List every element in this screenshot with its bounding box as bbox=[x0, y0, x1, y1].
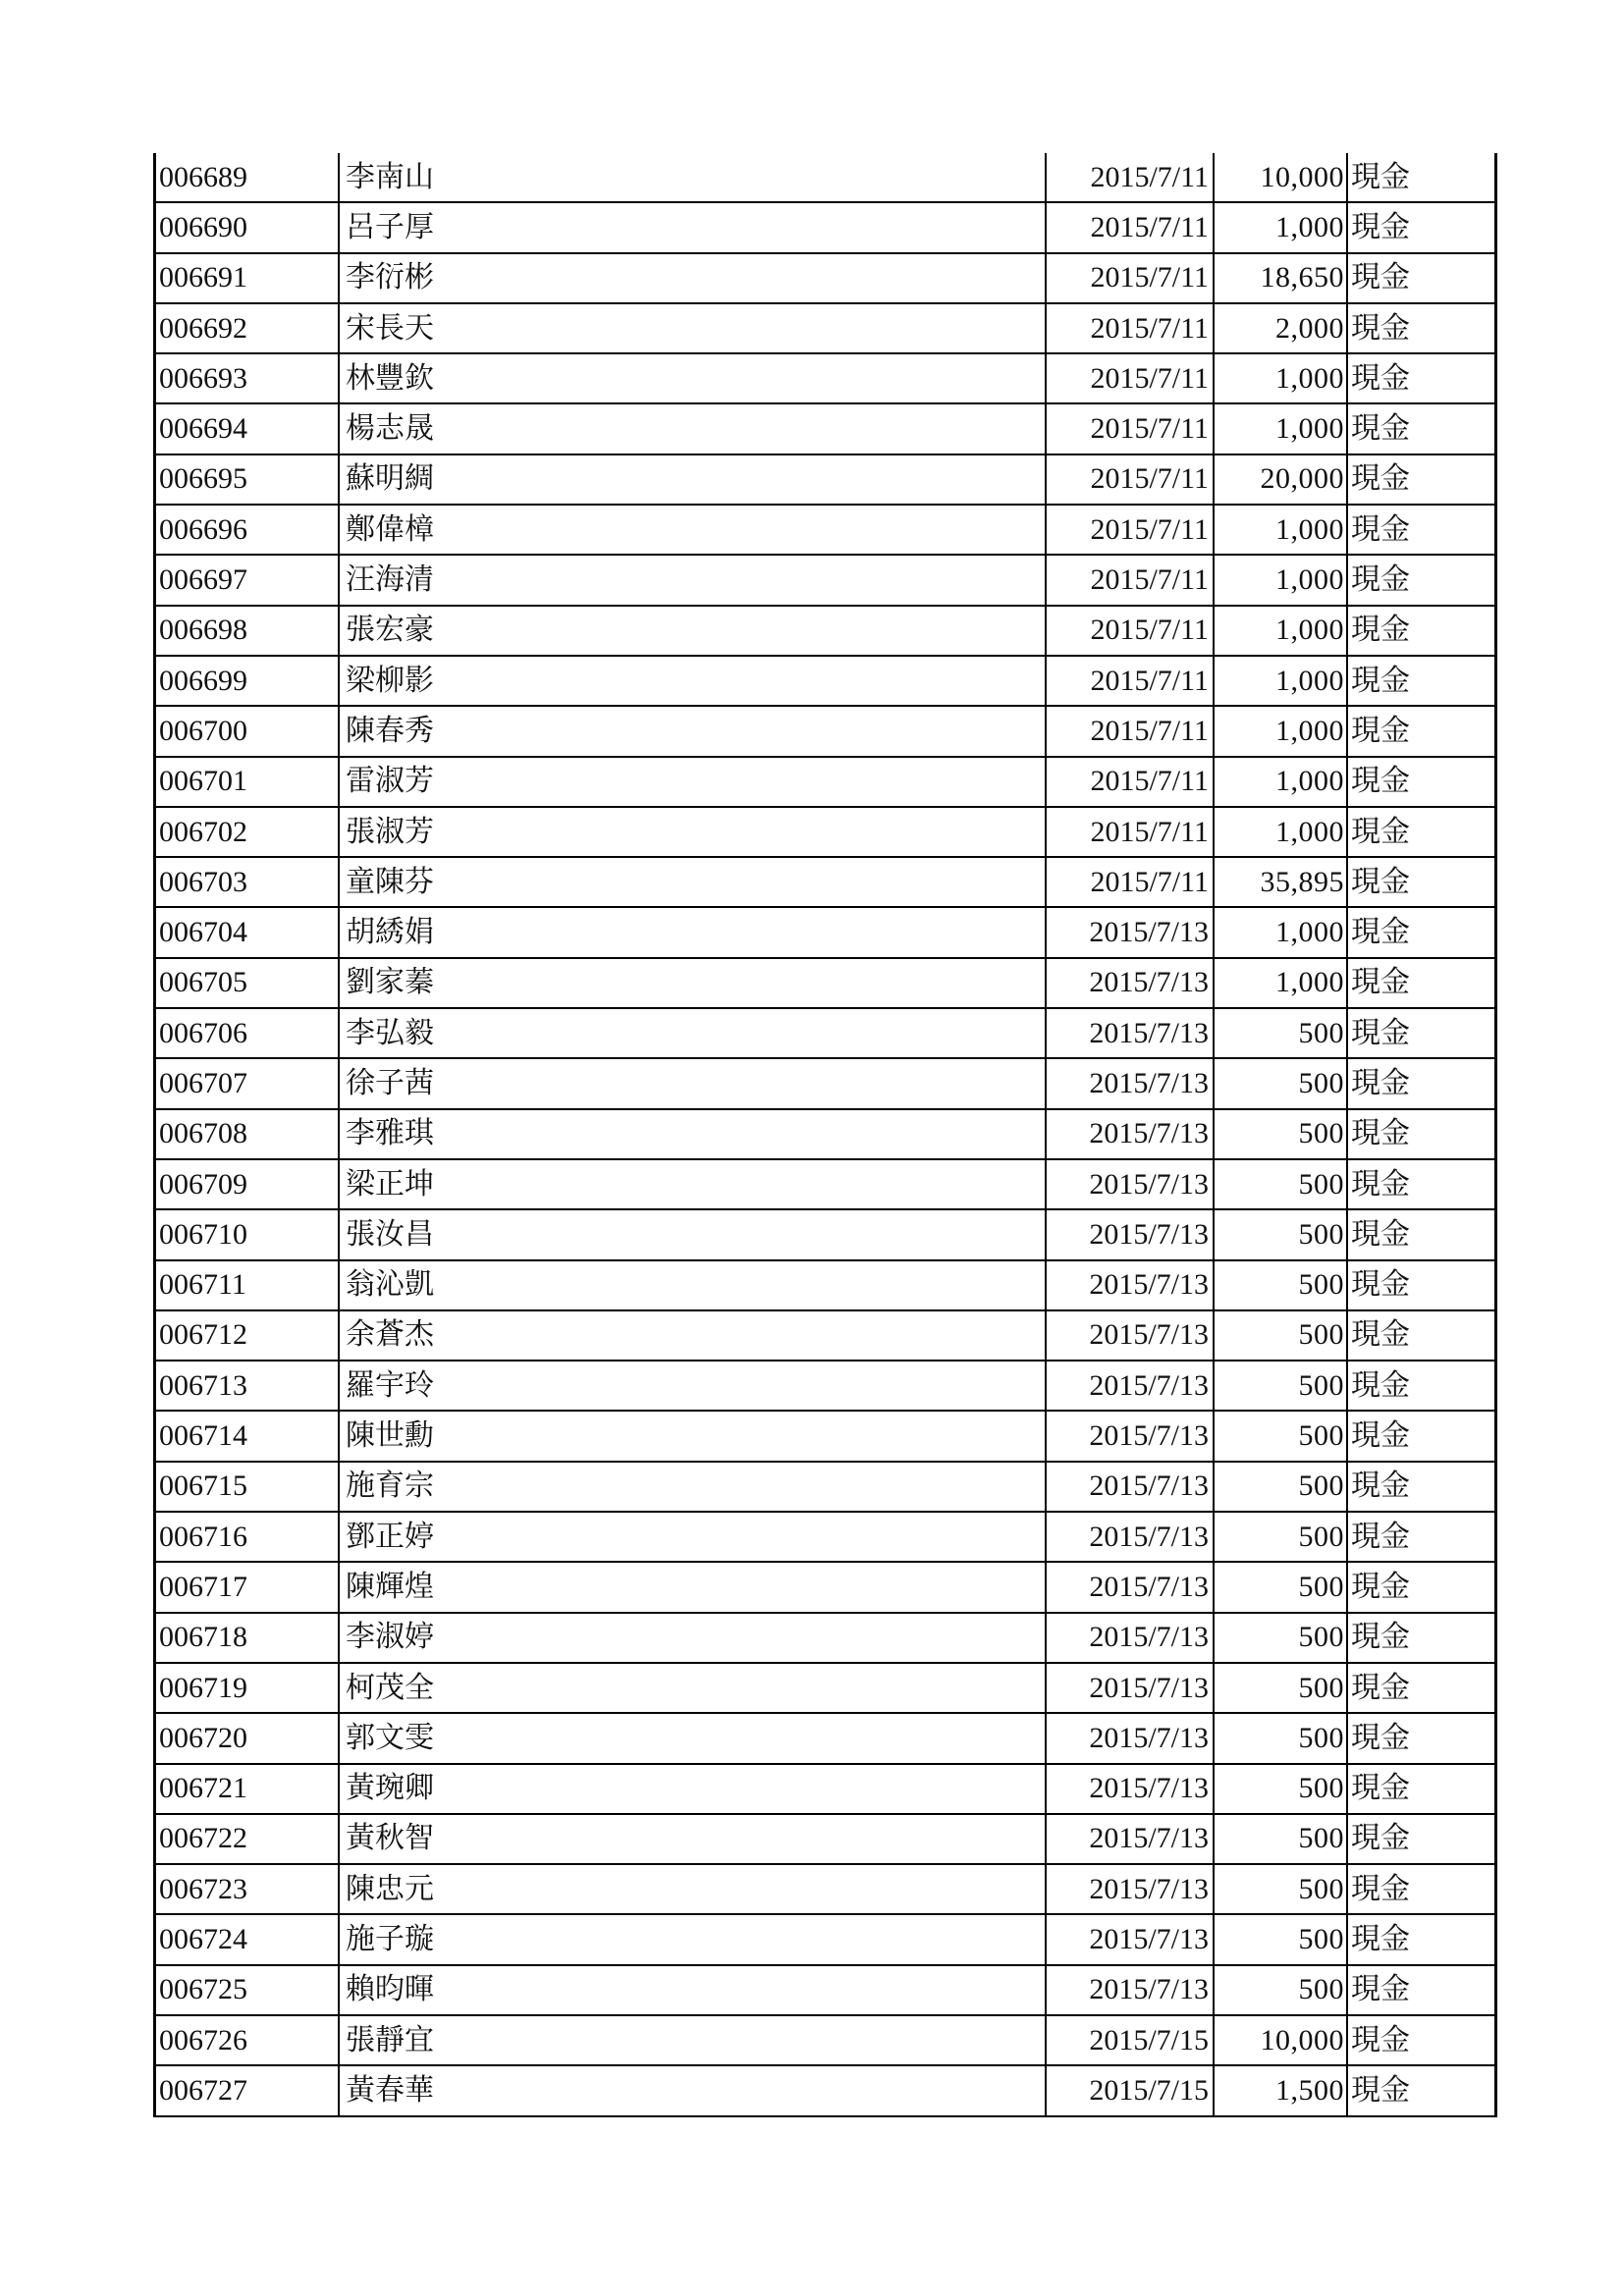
payment-method-cell: 現金 bbox=[1347, 1864, 1496, 1914]
payment-method-cell: 現金 bbox=[1347, 1914, 1496, 1964]
date-cell: 2015/7/13 bbox=[1046, 1914, 1214, 1964]
payment-method-cell: 現金 bbox=[1347, 1512, 1496, 1562]
date-cell: 2015/7/11 bbox=[1046, 202, 1214, 252]
date-cell: 2015/7/11 bbox=[1046, 857, 1214, 907]
donor-name-cell: 張宏豪 bbox=[339, 606, 1046, 656]
date-cell: 2015/7/13 bbox=[1046, 1109, 1214, 1159]
donor-name-cell: 劉家蓁 bbox=[339, 958, 1046, 1008]
table-row bbox=[155, 807, 1496, 857]
receipt-id-cell: 006718 bbox=[155, 1613, 340, 1663]
date-cell: 2015/7/13 bbox=[1046, 1663, 1214, 1713]
date-cell: 2015/7/13 bbox=[1046, 1008, 1214, 1058]
table-row bbox=[155, 606, 1496, 656]
payment-method-cell: 現金 bbox=[1347, 1562, 1496, 1612]
table-row bbox=[155, 1864, 1496, 1914]
receipt-id-cell: 006713 bbox=[155, 1361, 340, 1411]
amount-cell: 500 bbox=[1214, 1209, 1347, 1259]
payment-method-cell: 現金 bbox=[1347, 1713, 1496, 1763]
table-row bbox=[155, 353, 1496, 403]
date-cell: 2015/7/13 bbox=[1046, 1512, 1214, 1562]
date-cell: 2015/7/13 bbox=[1046, 1058, 1214, 1108]
receipt-id-cell: 006699 bbox=[155, 656, 340, 706]
table-row bbox=[155, 958, 1496, 1008]
date-cell: 2015/7/11 bbox=[1046, 757, 1214, 807]
table-row bbox=[155, 1058, 1496, 1108]
receipt-id-cell: 006704 bbox=[155, 907, 340, 957]
table-row bbox=[155, 1814, 1496, 1864]
table-row bbox=[155, 253, 1496, 303]
amount-cell: 500 bbox=[1214, 1109, 1347, 1159]
amount-cell: 500 bbox=[1214, 1814, 1347, 1864]
amount-cell: 500 bbox=[1214, 1260, 1347, 1310]
amount-cell: 20,000 bbox=[1214, 454, 1347, 505]
table-row bbox=[155, 2065, 1496, 2115]
donor-name-cell: 柯茂全 bbox=[339, 1663, 1046, 1713]
amount-cell: 1,000 bbox=[1214, 958, 1347, 1008]
table-row bbox=[155, 2015, 1496, 2065]
payment-method-cell: 現金 bbox=[1347, 403, 1496, 454]
receipt-id-cell: 006726 bbox=[155, 2015, 340, 2065]
table-row bbox=[155, 706, 1496, 756]
amount-cell: 1,000 bbox=[1214, 353, 1347, 403]
payment-method-cell: 現金 bbox=[1347, 1310, 1496, 1361]
payment-method-cell: 現金 bbox=[1347, 656, 1496, 706]
table-row bbox=[155, 656, 1496, 706]
receipt-id-cell: 006724 bbox=[155, 1914, 340, 1964]
payment-method-cell: 現金 bbox=[1347, 1159, 1496, 1209]
amount-cell: 1,000 bbox=[1214, 757, 1347, 807]
receipt-id-cell: 006695 bbox=[155, 454, 340, 505]
payment-method-cell: 現金 bbox=[1347, 202, 1496, 252]
amount-cell: 1,000 bbox=[1214, 202, 1347, 252]
payment-method-cell: 現金 bbox=[1347, 2015, 1496, 2065]
table-row bbox=[155, 907, 1496, 957]
payment-method-cell: 現金 bbox=[1347, 2065, 1496, 2115]
date-cell: 2015/7/13 bbox=[1046, 907, 1214, 957]
date-cell: 2015/7/11 bbox=[1046, 807, 1214, 857]
payment-method-cell: 現金 bbox=[1347, 1814, 1496, 1864]
donor-name-cell: 李雅琪 bbox=[339, 1109, 1046, 1159]
receipt-id-cell: 006715 bbox=[155, 1462, 340, 1512]
table-row bbox=[155, 153, 1496, 202]
receipt-id-cell: 006703 bbox=[155, 857, 340, 907]
date-cell: 2015/7/15 bbox=[1046, 2015, 1214, 2065]
donor-name-cell: 李弘毅 bbox=[339, 1008, 1046, 1058]
payment-method-cell: 現金 bbox=[1347, 153, 1496, 202]
receipt-id-cell: 006693 bbox=[155, 353, 340, 403]
receipt-id-cell: 006714 bbox=[155, 1411, 340, 1461]
amount-cell: 500 bbox=[1214, 1058, 1347, 1108]
table-row bbox=[155, 202, 1496, 252]
receipt-id-cell: 006702 bbox=[155, 807, 340, 857]
table-row bbox=[155, 1965, 1496, 2015]
payment-method-cell: 現金 bbox=[1347, 505, 1496, 555]
table-row bbox=[155, 1411, 1496, 1461]
donor-name-cell: 童陳芬 bbox=[339, 857, 1046, 907]
receipt-id-cell: 006727 bbox=[155, 2065, 340, 2115]
donor-name-cell: 雷淑芳 bbox=[339, 757, 1046, 807]
receipt-id-cell: 006712 bbox=[155, 1310, 340, 1361]
date-cell: 2015/7/13 bbox=[1046, 1159, 1214, 1209]
payment-method-cell: 現金 bbox=[1347, 1764, 1496, 1814]
payment-method-cell: 現金 bbox=[1347, 1965, 1496, 2015]
amount-cell: 500 bbox=[1214, 1008, 1347, 1058]
receipt-id-cell: 006700 bbox=[155, 706, 340, 756]
amount-cell: 10,000 bbox=[1214, 153, 1347, 202]
date-cell: 2015/7/13 bbox=[1046, 1310, 1214, 1361]
donor-name-cell: 陳忠元 bbox=[339, 1864, 1046, 1914]
amount-cell: 1,000 bbox=[1214, 505, 1347, 555]
amount-cell: 1,000 bbox=[1214, 807, 1347, 857]
donor-name-cell: 張汝昌 bbox=[339, 1209, 1046, 1259]
donor-name-cell: 梁柳影 bbox=[339, 656, 1046, 706]
date-cell: 2015/7/13 bbox=[1046, 1260, 1214, 1310]
table-row bbox=[155, 454, 1496, 505]
amount-cell: 35,895 bbox=[1214, 857, 1347, 907]
donor-name-cell: 施育宗 bbox=[339, 1462, 1046, 1512]
donor-name-cell: 翁沁凱 bbox=[339, 1260, 1046, 1310]
amount-cell: 500 bbox=[1214, 1512, 1347, 1562]
amount-cell: 500 bbox=[1214, 1310, 1347, 1361]
donor-name-cell: 李淑婷 bbox=[339, 1613, 1046, 1663]
date-cell: 2015/7/11 bbox=[1046, 353, 1214, 403]
payment-method-cell: 現金 bbox=[1347, 706, 1496, 756]
amount-cell: 500 bbox=[1214, 1663, 1347, 1713]
amount-cell: 1,000 bbox=[1214, 706, 1347, 756]
donor-name-cell: 呂子厚 bbox=[339, 202, 1046, 252]
amount-cell: 500 bbox=[1214, 1965, 1347, 2015]
receipt-id-cell: 006722 bbox=[155, 1814, 340, 1864]
payment-method-cell: 現金 bbox=[1347, 1008, 1496, 1058]
donation-ledger-table bbox=[153, 153, 1497, 2117]
table-row bbox=[155, 1008, 1496, 1058]
payment-method-cell: 現金 bbox=[1347, 1462, 1496, 1512]
receipt-id-cell: 006711 bbox=[155, 1260, 340, 1310]
donor-name-cell: 林豐欽 bbox=[339, 353, 1046, 403]
payment-method-cell: 現金 bbox=[1347, 303, 1496, 353]
amount-cell: 500 bbox=[1214, 1411, 1347, 1461]
donor-name-cell: 李衍彬 bbox=[339, 253, 1046, 303]
receipt-id-cell: 006709 bbox=[155, 1159, 340, 1209]
payment-method-cell: 現金 bbox=[1347, 1260, 1496, 1310]
donor-name-cell: 賴昀暉 bbox=[339, 1965, 1046, 2015]
date-cell: 2015/7/11 bbox=[1046, 505, 1214, 555]
amount-cell: 500 bbox=[1214, 1713, 1347, 1763]
table-row bbox=[155, 1361, 1496, 1411]
date-cell: 2015/7/11 bbox=[1046, 454, 1214, 505]
donor-name-cell: 陳世勳 bbox=[339, 1411, 1046, 1461]
donor-name-cell: 梁正坤 bbox=[339, 1159, 1046, 1209]
date-cell: 2015/7/13 bbox=[1046, 1965, 1214, 2015]
table-row bbox=[155, 1914, 1496, 1964]
donor-name-cell: 羅宇玲 bbox=[339, 1361, 1046, 1411]
receipt-id-cell: 006719 bbox=[155, 1663, 340, 1713]
table-row bbox=[155, 1109, 1496, 1159]
date-cell: 2015/7/13 bbox=[1046, 1613, 1214, 1663]
payment-method-cell: 現金 bbox=[1347, 253, 1496, 303]
table-row bbox=[155, 1159, 1496, 1209]
date-cell: 2015/7/11 bbox=[1046, 153, 1214, 202]
donor-name-cell: 陳輝煌 bbox=[339, 1562, 1046, 1612]
donor-name-cell: 宋長天 bbox=[339, 303, 1046, 353]
receipt-id-cell: 006720 bbox=[155, 1713, 340, 1763]
amount-cell: 500 bbox=[1214, 1562, 1347, 1612]
receipt-id-cell: 006691 bbox=[155, 253, 340, 303]
date-cell: 2015/7/13 bbox=[1046, 1814, 1214, 1864]
table-row bbox=[155, 505, 1496, 555]
table-row bbox=[155, 1713, 1496, 1763]
payment-method-cell: 現金 bbox=[1347, 1361, 1496, 1411]
receipt-id-cell: 006708 bbox=[155, 1109, 340, 1159]
date-cell: 2015/7/11 bbox=[1046, 555, 1214, 605]
donor-name-cell: 鄧正婷 bbox=[339, 1512, 1046, 1562]
donor-name-cell: 楊志晟 bbox=[339, 403, 1046, 454]
donor-name-cell: 陳春秀 bbox=[339, 706, 1046, 756]
donor-name-cell: 汪海清 bbox=[339, 555, 1046, 605]
table-row bbox=[155, 1462, 1496, 1512]
amount-cell: 500 bbox=[1214, 1361, 1347, 1411]
date-cell: 2015/7/13 bbox=[1046, 1562, 1214, 1612]
donor-name-cell: 鄭偉樟 bbox=[339, 505, 1046, 555]
table-row bbox=[155, 857, 1496, 907]
table-row bbox=[155, 1663, 1496, 1713]
donor-name-cell: 李南山 bbox=[339, 153, 1046, 202]
date-cell: 2015/7/13 bbox=[1046, 1361, 1214, 1411]
date-cell: 2015/7/13 bbox=[1046, 958, 1214, 1008]
receipt-id-cell: 006723 bbox=[155, 1864, 340, 1914]
date-cell: 2015/7/15 bbox=[1046, 2065, 1214, 2115]
amount-cell: 500 bbox=[1214, 1462, 1347, 1512]
receipt-id-cell: 006717 bbox=[155, 1562, 340, 1612]
date-cell: 2015/7/11 bbox=[1046, 656, 1214, 706]
receipt-id-cell: 006689 bbox=[155, 153, 340, 202]
date-cell: 2015/7/13 bbox=[1046, 1764, 1214, 1814]
donor-name-cell: 張淑芳 bbox=[339, 807, 1046, 857]
table-row bbox=[155, 757, 1496, 807]
payment-method-cell: 現金 bbox=[1347, 1663, 1496, 1713]
payment-method-cell: 現金 bbox=[1347, 1209, 1496, 1259]
donor-name-cell: 徐子茜 bbox=[339, 1058, 1046, 1108]
receipt-id-cell: 006716 bbox=[155, 1512, 340, 1562]
payment-method-cell: 現金 bbox=[1347, 807, 1496, 857]
donor-name-cell: 郭文雯 bbox=[339, 1713, 1046, 1763]
payment-method-cell: 現金 bbox=[1347, 606, 1496, 656]
amount-cell: 1,000 bbox=[1214, 606, 1347, 656]
donor-name-cell: 施子璇 bbox=[339, 1914, 1046, 1964]
amount-cell: 1,000 bbox=[1214, 555, 1347, 605]
donor-name-cell: 黃春華 bbox=[339, 2065, 1046, 2115]
table-row bbox=[155, 1613, 1496, 1663]
table-row bbox=[155, 555, 1496, 605]
table-row bbox=[155, 1209, 1496, 1259]
payment-method-cell: 現金 bbox=[1347, 1058, 1496, 1108]
amount-cell: 18,650 bbox=[1214, 253, 1347, 303]
date-cell: 2015/7/13 bbox=[1046, 1713, 1214, 1763]
donor-name-cell: 張靜宜 bbox=[339, 2015, 1046, 2065]
receipt-id-cell: 006706 bbox=[155, 1008, 340, 1058]
receipt-id-cell: 006725 bbox=[155, 1965, 340, 2015]
donor-name-cell: 黃琬卿 bbox=[339, 1764, 1046, 1814]
amount-cell: 10,000 bbox=[1214, 2015, 1347, 2065]
donor-name-cell: 胡綉娟 bbox=[339, 907, 1046, 957]
amount-cell: 1,500 bbox=[1214, 2065, 1347, 2115]
receipt-id-cell: 006697 bbox=[155, 555, 340, 605]
date-cell: 2015/7/13 bbox=[1046, 1209, 1214, 1259]
payment-method-cell: 現金 bbox=[1347, 555, 1496, 605]
date-cell: 2015/7/11 bbox=[1046, 706, 1214, 756]
table-row bbox=[155, 1512, 1496, 1562]
receipt-id-cell: 006690 bbox=[155, 202, 340, 252]
amount-cell: 500 bbox=[1214, 1764, 1347, 1814]
date-cell: 2015/7/11 bbox=[1046, 253, 1214, 303]
amount-cell: 1,000 bbox=[1214, 403, 1347, 454]
receipt-id-cell: 006705 bbox=[155, 958, 340, 1008]
receipt-id-cell: 006692 bbox=[155, 303, 340, 353]
date-cell: 2015/7/11 bbox=[1046, 606, 1214, 656]
date-cell: 2015/7/13 bbox=[1046, 1864, 1214, 1914]
payment-method-cell: 現金 bbox=[1347, 454, 1496, 505]
donor-name-cell: 余蒼杰 bbox=[339, 1310, 1046, 1361]
receipt-id-cell: 006698 bbox=[155, 606, 340, 656]
table-row bbox=[155, 1260, 1496, 1310]
amount-cell: 500 bbox=[1214, 1914, 1347, 1964]
payment-method-cell: 現金 bbox=[1347, 907, 1496, 957]
amount-cell: 1,000 bbox=[1214, 907, 1347, 957]
date-cell: 2015/7/11 bbox=[1046, 303, 1214, 353]
amount-cell: 1,000 bbox=[1214, 656, 1347, 706]
payment-method-cell: 現金 bbox=[1347, 757, 1496, 807]
table-row bbox=[155, 1562, 1496, 1612]
receipt-id-cell: 006707 bbox=[155, 1058, 340, 1108]
amount-cell: 500 bbox=[1214, 1864, 1347, 1914]
receipt-id-cell: 006710 bbox=[155, 1209, 340, 1259]
amount-cell: 500 bbox=[1214, 1159, 1347, 1209]
receipt-id-cell: 006696 bbox=[155, 505, 340, 555]
amount-cell: 2,000 bbox=[1214, 303, 1347, 353]
receipt-id-cell: 006694 bbox=[155, 403, 340, 454]
payment-method-cell: 現金 bbox=[1347, 857, 1496, 907]
amount-cell: 500 bbox=[1214, 1613, 1347, 1663]
payment-method-cell: 現金 bbox=[1347, 958, 1496, 1008]
payment-method-cell: 現金 bbox=[1347, 1613, 1496, 1663]
date-cell: 2015/7/13 bbox=[1046, 1462, 1214, 1512]
table-row bbox=[155, 403, 1496, 454]
receipt-id-cell: 006701 bbox=[155, 757, 340, 807]
date-cell: 2015/7/11 bbox=[1046, 403, 1214, 454]
table-row bbox=[155, 303, 1496, 353]
receipt-id-cell: 006721 bbox=[155, 1764, 340, 1814]
payment-method-cell: 現金 bbox=[1347, 353, 1496, 403]
table-row bbox=[155, 1764, 1496, 1814]
table-row bbox=[155, 1310, 1496, 1361]
payment-method-cell: 現金 bbox=[1347, 1109, 1496, 1159]
donor-name-cell: 黃秋智 bbox=[339, 1814, 1046, 1864]
payment-method-cell: 現金 bbox=[1347, 1411, 1496, 1461]
donor-name-cell: 蘇明綢 bbox=[339, 454, 1046, 505]
date-cell: 2015/7/13 bbox=[1046, 1411, 1214, 1461]
